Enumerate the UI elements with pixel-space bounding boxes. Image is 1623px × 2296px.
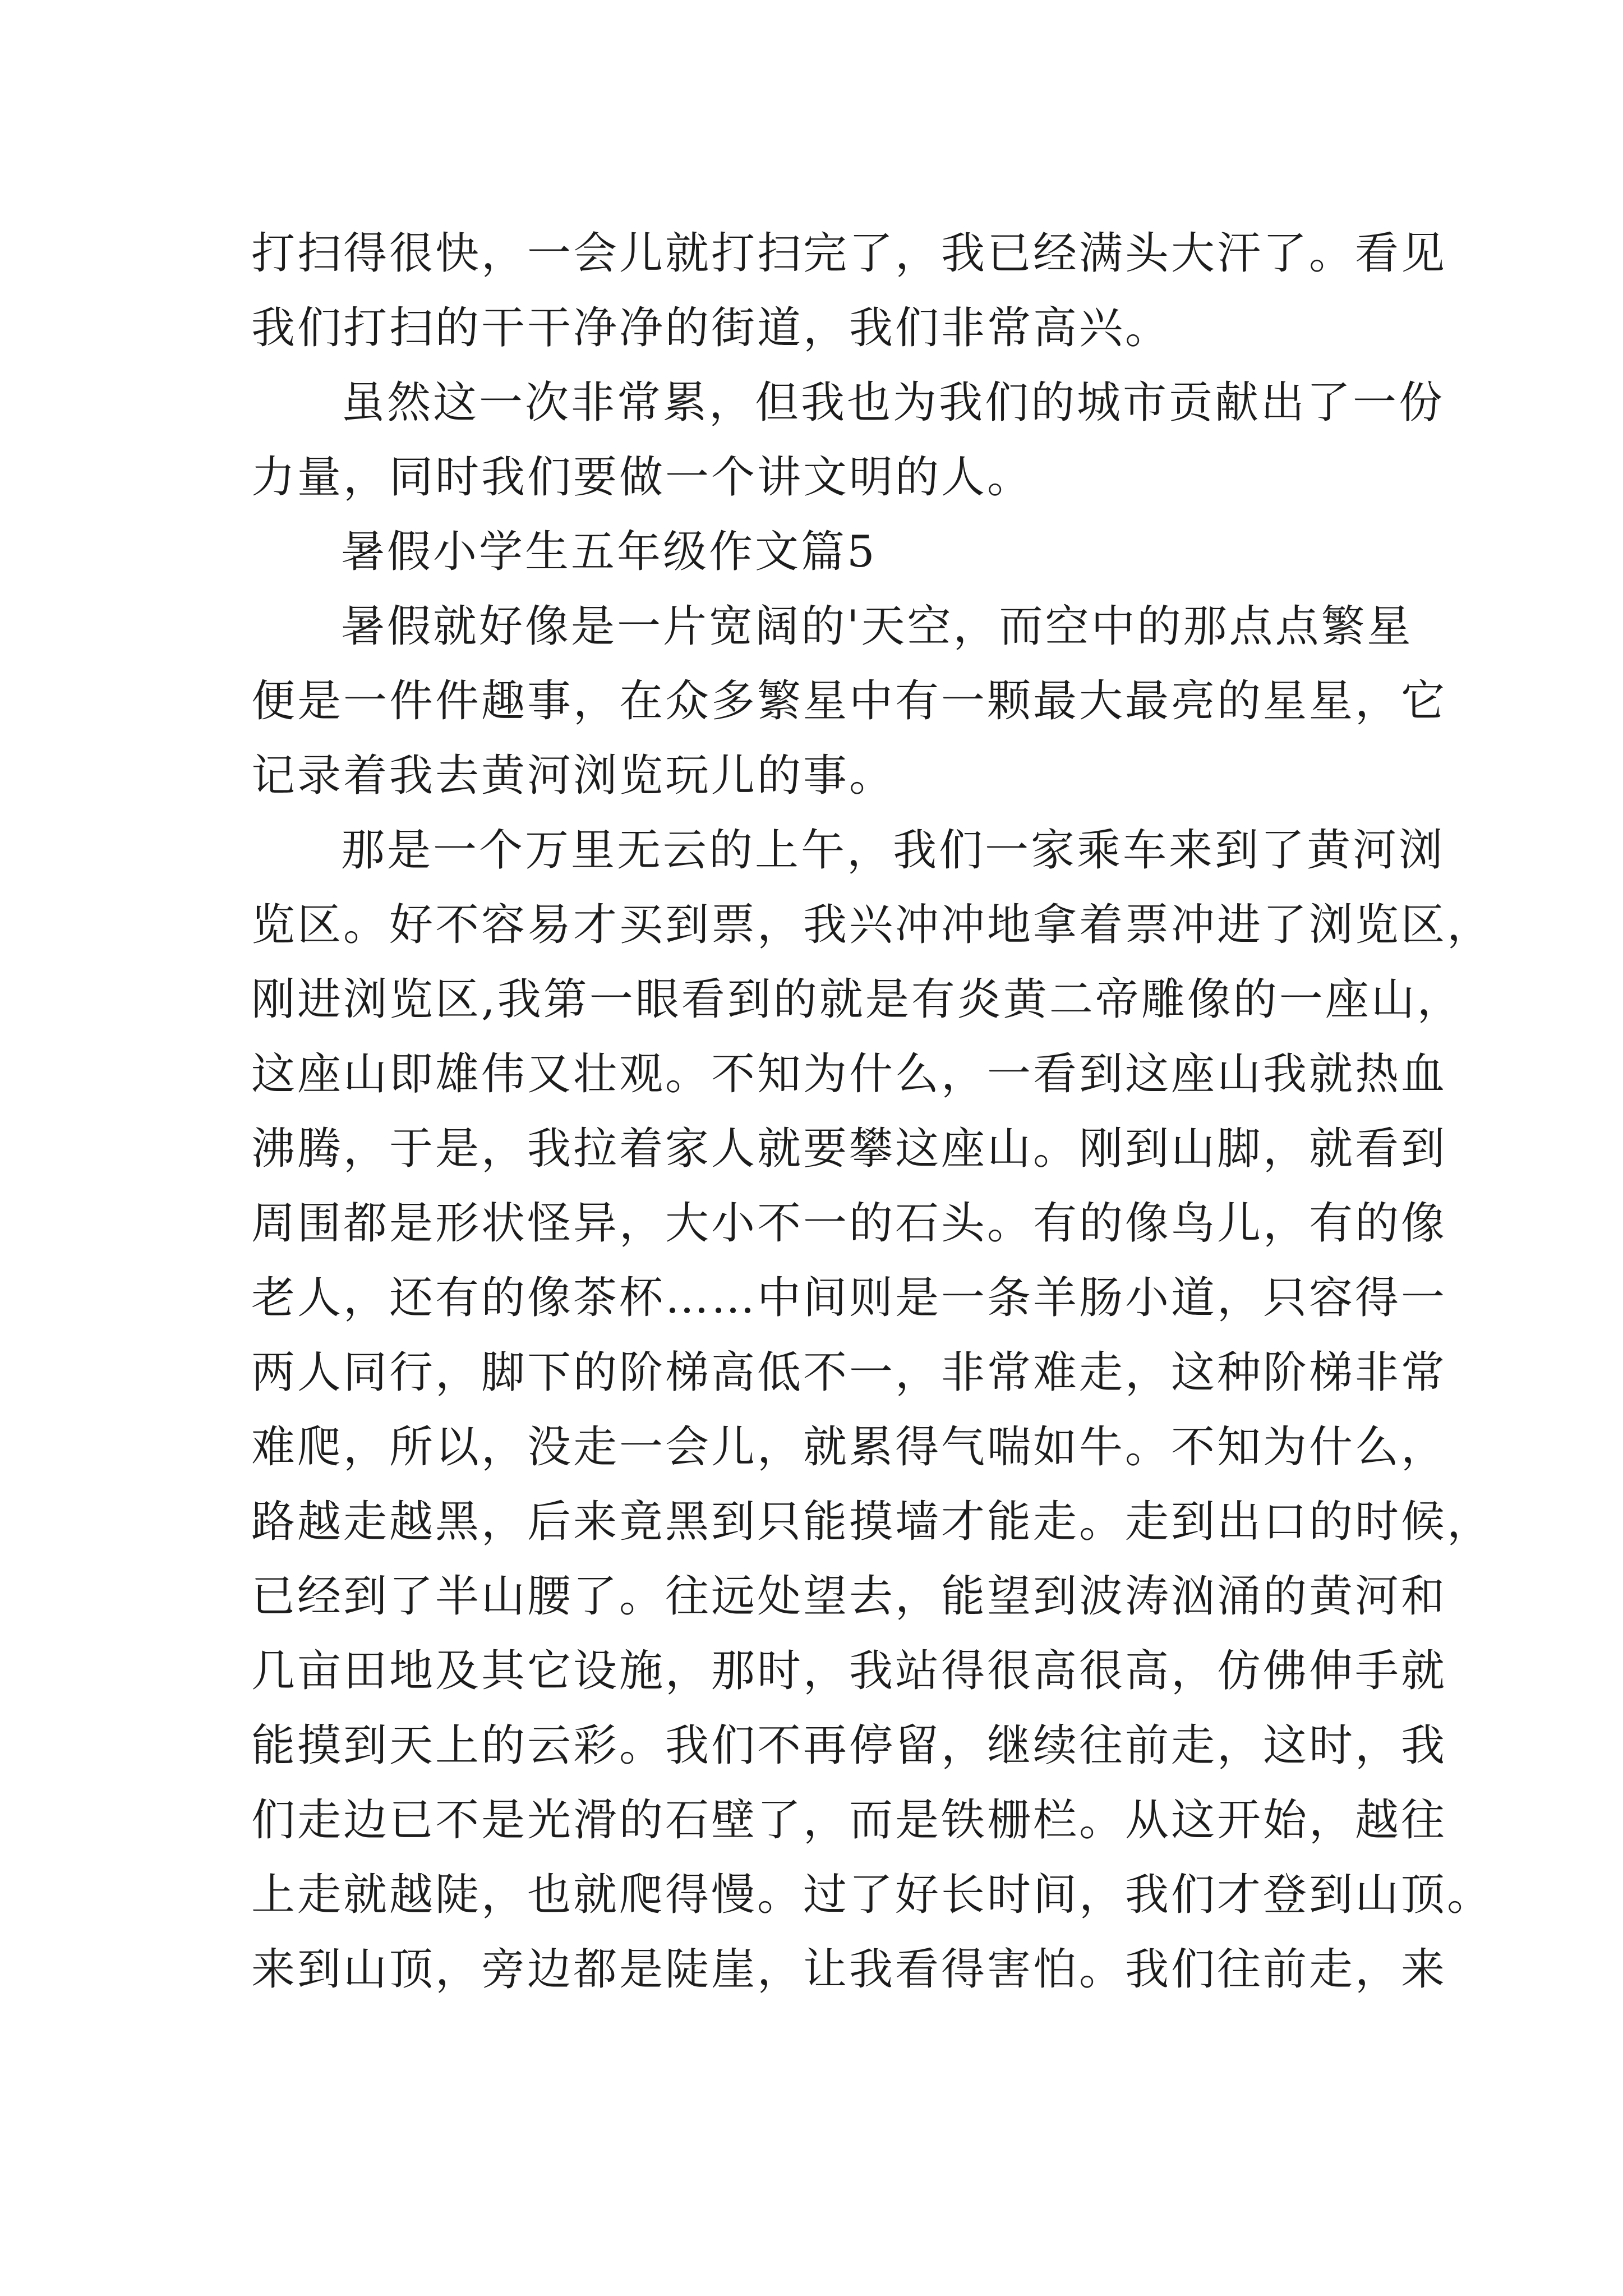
text-line: 便是一件件趣事，在众多繁星中有一颗最大最亮的星星，它 xyxy=(251,676,1447,726)
text-line: 来到山顶，旁边都是陡崖，让我看得害怕。我们往前走，来 xyxy=(251,1944,1447,1995)
text-line: 两人同行，脚下的阶梯高低不一，非常难走，这种阶梯非常 xyxy=(251,1347,1447,1398)
text-line: 几亩田地及其它设施，那时，我站得很高很高，仿佛伸手就 xyxy=(251,1646,1447,1696)
text-line: 沸腾，于是，我拉着家人就要攀这座山。刚到山脚，就看到 xyxy=(251,1124,1447,1174)
document-body xyxy=(251,217,1493,2007)
text-line: 刚进浏览区,我第一眼看到的就是有炎黄二帝雕像的一座山， xyxy=(251,974,1463,1025)
text-line: 老人，还有的像茶杯……中间则是一条羊肠小道，只容得一 xyxy=(251,1273,1447,1323)
text-line: 暑假小学生五年级作文篇5 xyxy=(341,527,877,577)
text-line: 那是一个万里无云的上午，我们一家乘车来到了黄河浏 xyxy=(341,825,1445,876)
text-line: 难爬，所以，没走一会儿，就累得气喘如牛。不知为什么， xyxy=(251,1422,1447,1473)
text-line: 这座山即雄伟又壮观。不知为什么，一看到这座山我就热血 xyxy=(251,1049,1447,1099)
text-line: 们走边已不是光滑的石壁了，而是铁栅栏。从这开始，越往 xyxy=(251,1795,1447,1846)
text-line: 周围都是形状怪异，大小不一的石头。有的像鸟儿，有的像 xyxy=(251,1198,1447,1249)
text-line: 路越走越黑，后来竟黑到只能摸墙才能走。走到出口的时候， xyxy=(251,1497,1493,1547)
text-line: 我们打扫的干干净净的街道，我们非常高兴。 xyxy=(251,303,1172,353)
text-line: 览区。好不容易才买到票，我兴冲冲地拿着票冲进了浏览区， xyxy=(251,900,1493,950)
text-line: 能摸到天上的云彩。我们不再停留，继续往前走，这时，我 xyxy=(251,1720,1447,1771)
text-line: 打扫得很快，一会儿就打扫完了，我已经满头大汗了。看见 xyxy=(251,228,1447,279)
text-line: 暑假就好像是一片宽阔的'天空，而空中的那点点繁星 xyxy=(341,601,1413,652)
text-line: 上走就越陡，也就爬得慢。过了好长时间，我们才登到山顶。 xyxy=(251,1870,1493,1920)
text-line: 虽然这一次非常累，但我也为我们的城市贡献出了一份 xyxy=(341,378,1445,428)
text-line: 已经到了半山腰了。往远处望去，能望到波涛汹涌的黄河和 xyxy=(251,1571,1447,1622)
text-line: 力量，同时我们要做一个讲文明的人。 xyxy=(251,452,1034,503)
text-line: 记录着我去黄河浏览玩儿的事。 xyxy=(251,751,896,801)
